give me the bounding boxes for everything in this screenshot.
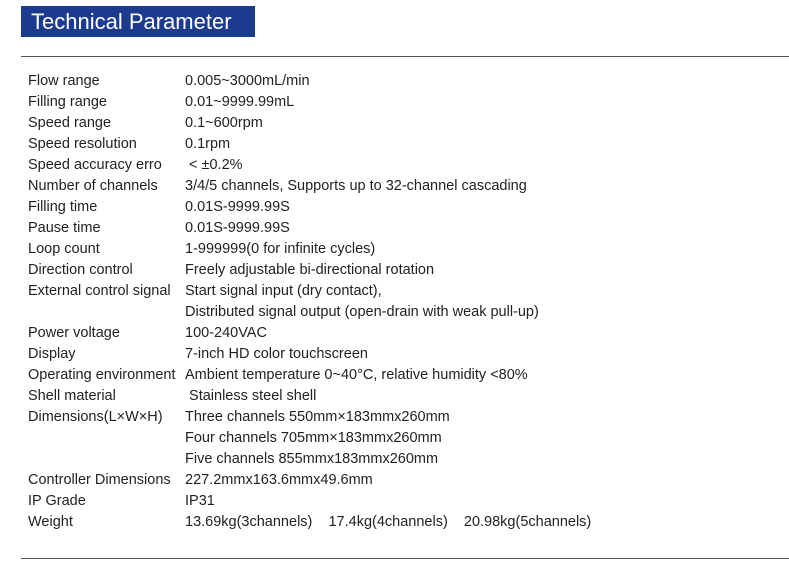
parameter-value: Ambient temperature 0~40°C, relative humidity <80% — [185, 367, 528, 383]
parameter-row — [28, 134, 778, 155]
parameter-row — [28, 386, 778, 407]
parameter-values — [185, 281, 778, 323]
parameter-label: Pause time — [28, 220, 101, 236]
parameter-value: 0.1rpm — [185, 136, 231, 152]
parameter-values — [185, 407, 778, 470]
parameter-value: 1-999999(0 for infinite cycles) — [185, 241, 376, 257]
parameter-label: Power voltage — [28, 325, 120, 341]
parameter-row — [28, 113, 778, 134]
parameter-label: Speed range — [28, 115, 112, 131]
parameter-values — [185, 92, 778, 113]
section-title: Technical Parameter — [21, 6, 255, 37]
parameter-label: Speed accuracy erro — [28, 157, 162, 173]
parameter-value: 227.2mmx163.6mmx49.6mm — [185, 472, 373, 488]
parameter-label: Operating environment — [28, 367, 176, 383]
parameter-row — [28, 92, 778, 113]
parameter-label: Speed resolution — [28, 136, 137, 152]
parameter-value: 13.69kg(3channels) 17.4kg(4channels) 20.98kg(5channels) — [185, 514, 592, 530]
parameter-row — [28, 407, 778, 470]
parameter-row — [28, 491, 778, 512]
parameter-values — [185, 176, 778, 197]
parameter-label: IP Grade — [28, 493, 86, 509]
parameter-value: < ±0.2% — [185, 157, 243, 173]
parameter-value: 0.1~600rpm — [185, 115, 263, 131]
parameter-values — [185, 344, 778, 365]
parameter-label: Filling range — [28, 94, 107, 110]
parameter-label: Display — [28, 346, 76, 362]
parameter-values — [185, 491, 778, 512]
parameter-label: Filling time — [28, 199, 98, 215]
parameter-value: 0.005~3000mL/min — [185, 73, 310, 89]
parameter-values — [185, 155, 778, 176]
parameter-row — [28, 197, 778, 218]
parameter-values — [185, 239, 778, 260]
parameter-value: Stainless steel shell — [185, 388, 317, 404]
parameter-values — [185, 71, 778, 92]
parameter-value: Distributed signal output (open-drain with weak pull-up) — [185, 304, 539, 320]
parameter-row — [28, 281, 778, 323]
parameter-value: 7-inch HD color touchscreen — [185, 346, 368, 362]
top-divider — [21, 56, 789, 57]
parameter-value: Five channels 855mmx183mmx260mm — [185, 451, 439, 467]
parameter-table — [28, 71, 778, 533]
parameter-row — [28, 155, 778, 176]
parameter-value: 100-240VAC — [185, 325, 267, 341]
parameter-value: Four channels 705mm×183mmx260mm — [185, 430, 442, 446]
parameter-value: 0.01~9999.99mL — [185, 94, 295, 110]
parameter-label: Dimensions(L×W×H) — [28, 409, 163, 425]
parameter-label: Weight — [28, 514, 73, 530]
parameter-value: IP31 — [185, 493, 215, 509]
parameter-values — [185, 365, 778, 386]
parameter-value: Three channels 550mm×183mmx260mm — [185, 409, 450, 425]
parameter-label: Flow range — [28, 73, 100, 89]
parameter-values — [185, 134, 778, 155]
parameter-value: 0.01S-9999.99S — [185, 220, 290, 236]
parameter-row — [28, 218, 778, 239]
parameter-values — [185, 197, 778, 218]
parameter-label: External control signal — [28, 283, 171, 299]
bottom-divider — [21, 558, 789, 559]
parameter-values — [185, 512, 778, 533]
parameter-row — [28, 323, 778, 344]
parameter-value: 0.01S-9999.99S — [185, 199, 290, 215]
parameter-values — [185, 386, 778, 407]
parameter-label: Controller Dimensions — [28, 472, 171, 488]
parameter-values — [185, 323, 778, 344]
parameter-row — [28, 365, 778, 386]
parameter-row — [28, 71, 778, 92]
parameter-value: Freely adjustable bi-directional rotation — [185, 262, 435, 278]
parameter-label: Loop count — [28, 241, 100, 257]
parameter-label: Direction control — [28, 262, 133, 278]
parameter-value: 3/4/5 channels, Supports up to 32-channel cascading — [185, 178, 527, 194]
parameter-label: Shell material — [28, 388, 116, 404]
parameter-values — [185, 218, 778, 239]
parameter-row — [28, 470, 778, 491]
parameter-row — [28, 260, 778, 281]
parameter-values — [185, 470, 778, 491]
parameter-value: Start signal input (dry contact), — [185, 283, 382, 299]
parameter-label: Number of channels — [28, 178, 158, 194]
parameter-row — [28, 239, 778, 260]
parameter-values — [185, 113, 778, 134]
parameter-row — [28, 344, 778, 365]
parameter-row — [28, 176, 778, 197]
parameter-row — [28, 512, 778, 533]
parameter-values — [185, 260, 778, 281]
